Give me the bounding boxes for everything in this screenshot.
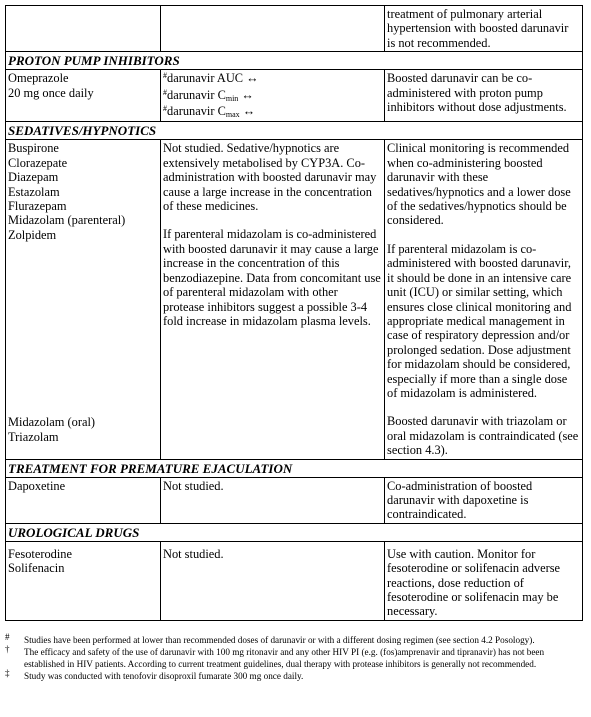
drug-name: Estazolam [8, 184, 60, 199]
recommendation-cell [385, 541, 583, 620]
spacer [387, 228, 580, 242]
pk-label: darunavir C [167, 104, 226, 119]
spacer [387, 400, 580, 414]
footnote-text: Studies have been performed at lower than recommended doses of darunavir or with a different dosing regimen (see section 4.2 Posology). [24, 635, 535, 645]
recommendation-text: If parenteral midazolam is co-administered with boosted darunavir, it should be done in an intensive care unit (ICU) or similar setting, which ensures close clinical monitoring and appropriate medical management in case of respiratory depression and/or prolonged sedation. Dose adjustment for midazolam should be considered, especially if more than a single dose of midazolam is administered. [387, 241, 572, 400]
effect-cell [161, 477, 385, 523]
section-row [6, 122, 583, 140]
footnote [5, 668, 585, 682]
section-row [6, 523, 583, 541]
drug-name: Triazolam [8, 429, 59, 444]
drug-name: Omeprazole [8, 71, 69, 86]
interaction-table [5, 5, 583, 621]
effect-cell [161, 541, 385, 620]
drug-cell [6, 70, 161, 122]
effect-cell [161, 6, 385, 52]
recommendation-cell [385, 477, 583, 523]
recommendation-text: Boosted darunavir with triazolam or oral midazolam is contraindicated (see section 4.3). [387, 414, 579, 458]
effect-cell [161, 140, 385, 459]
recommendation-text: Boosted darunavir can be co-administered with proton pump inhibitors without dose adjustments. [387, 71, 567, 115]
text-line: is not recommended. [387, 35, 491, 50]
effect-text: Not studied. [163, 478, 224, 493]
section-header-urological: UROLOGICAL DRUGS [6, 523, 583, 541]
pk-line [163, 104, 382, 120]
drug-name: Fesoterodine [8, 546, 73, 561]
section-header-sedatives: SEDATIVES/HYPNOTICS [6, 122, 583, 140]
footnote [5, 632, 585, 646]
drug-name: Midazolam (oral) [8, 415, 96, 430]
recommendation-text: Co-administration of boosted darunavir with dapoxetine is contraindicated. [387, 478, 533, 522]
text-line: treatment of pulmonary arterial [387, 7, 543, 21]
drug-name: Solifenacin [8, 561, 65, 576]
footnotes [5, 632, 585, 684]
spacer [8, 242, 158, 415]
drug-dose: 20 mg once daily [8, 85, 94, 100]
table-row [6, 541, 583, 620]
footnote-mark: # [163, 87, 167, 97]
drug-name: Diazepam [8, 170, 59, 185]
section-header-ppi: PROTON PUMP INHIBITORS [6, 52, 583, 70]
footnote-mark: † [5, 644, 10, 655]
drug-name: Dapoxetine [8, 478, 66, 493]
drug-name: Flurazepam [8, 199, 67, 214]
footnote-mark: # [5, 632, 10, 642]
recommendation-cell [385, 70, 583, 122]
footnote-mark: # [163, 104, 167, 114]
effect-cell [161, 70, 385, 122]
pk-line [163, 71, 382, 87]
drug-name: Buspirone [8, 141, 59, 156]
drug-name: Midazolam (parenteral) [8, 213, 126, 228]
pk-subscript: max [225, 110, 240, 120]
drug-name: Clorazepate [8, 155, 68, 170]
pk-subscript: min [225, 93, 239, 103]
section-row [6, 459, 583, 477]
table-row [6, 140, 583, 459]
spacer [163, 213, 382, 227]
recommendation-cell [385, 6, 583, 52]
pk-label: darunavir C [167, 87, 226, 102]
drug-name: Zolpidem [8, 227, 57, 242]
drug-cell [6, 6, 161, 52]
table-row [6, 70, 583, 122]
footnote-text: The efficacy and safety of the use of darunavir with 100 mg ritonavir and any other HIV PI (e.g. (fos)amprenavir and tipranavir) has not been established in HIV patients. According to current treatment guidelines, dual therapy with protease inhibitors is generally not recommended. [24, 647, 545, 669]
footnote-mark: # [163, 71, 167, 81]
table-row [6, 477, 583, 523]
table-row [6, 6, 583, 52]
pk-line [163, 88, 382, 104]
text-line: hypertension with boosted darunavir [387, 21, 569, 36]
recommendation-cell [385, 140, 583, 459]
drug-cell [6, 140, 161, 459]
footnote [5, 644, 585, 670]
no-change-arrow: ↔ [246, 71, 259, 86]
footnote-mark: ‡ [5, 668, 10, 679]
drug-cell [6, 541, 161, 620]
no-change-arrow: ↔ [241, 87, 254, 102]
drug-cell [6, 477, 161, 523]
effect-text: If parenteral midazolam is co-administered with boosted darunavir it may cause a large increase in the concentration of this benzodiazepine. Data from concomitant use of parenteral midazolam with other protease inhibitors suggest a possible 3-4 fold increase in midazolam plasma levels. [163, 227, 381, 328]
no-change-arrow: ↔ [242, 104, 256, 119]
recommendation-text: Use with caution. Monitor for fesoterodine or solifenacin adverse reactions, dose reduction of fesoterodine or solifenacin may be necessary. [387, 546, 561, 619]
pk-label: darunavir AUC [167, 71, 244, 86]
recommendation-text: Clinical monitoring is recommended when co-administering boosted darunavir with these sedatives/hypnotics and a lower dose of the sedatives/hypnotics should be considered. [387, 141, 571, 228]
section-row [6, 52, 583, 70]
effect-text: Not studied. Sedative/hypnotics are extensively metabolised by CYP3A. Co-administration with boosted darunavir may cause a large increase in the concentration of these medicines. [163, 141, 377, 214]
effect-text: Not studied. [163, 546, 224, 561]
section-header-ejaculation: TREATMENT FOR PREMATURE EJACULATION [6, 459, 583, 477]
footnote-text: Study was conducted with tenofovir disoproxil fumarate 300 mg once daily. [24, 671, 304, 682]
